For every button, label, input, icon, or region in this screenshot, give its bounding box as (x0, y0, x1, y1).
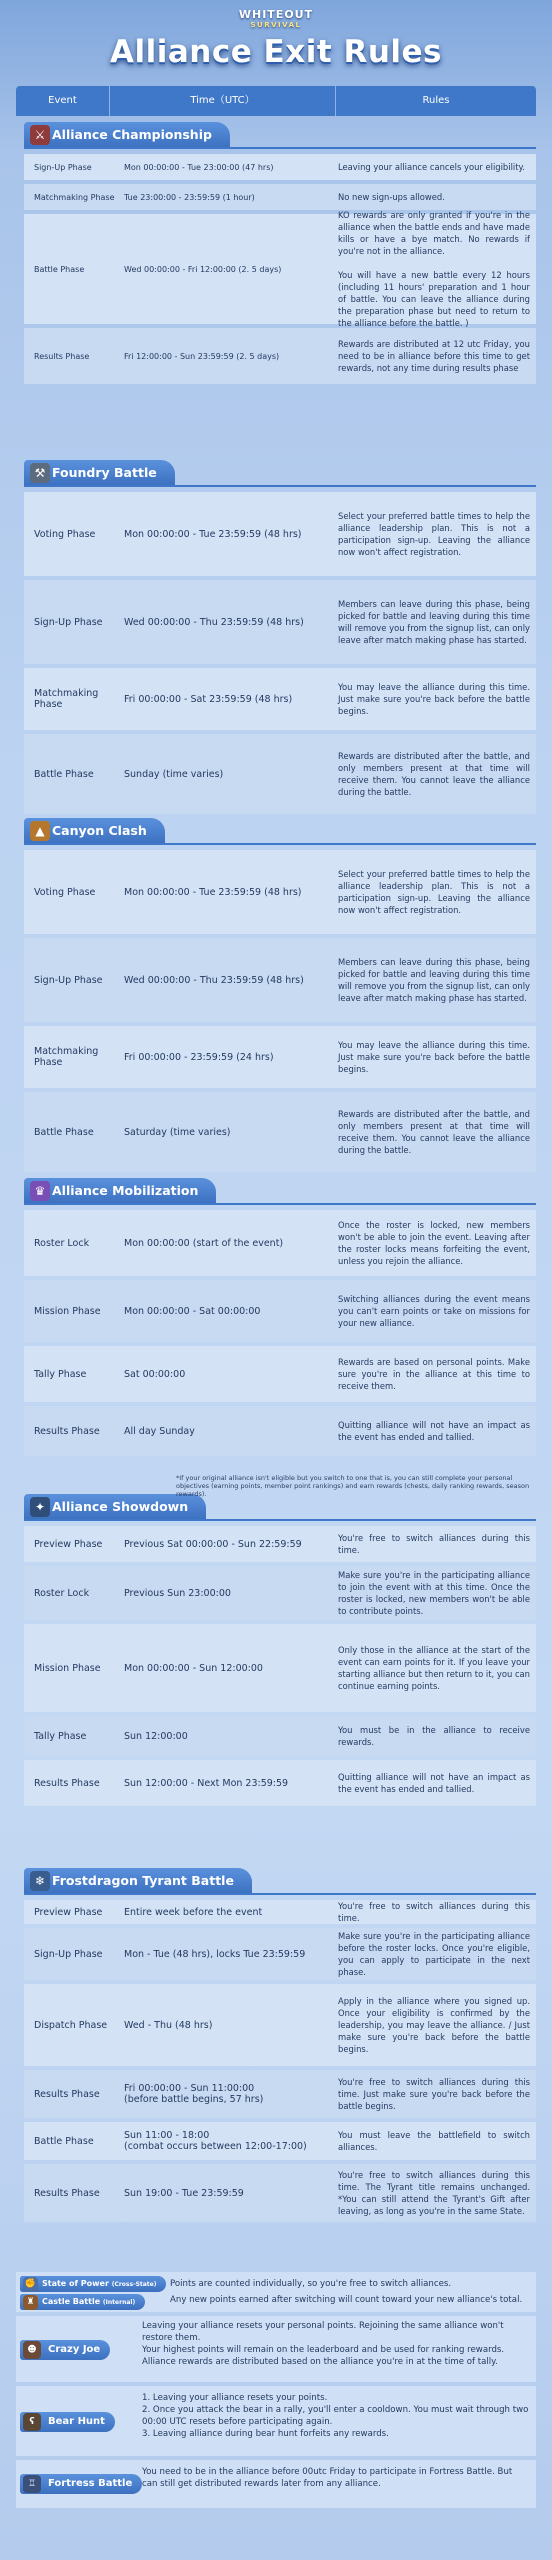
table-row (24, 492, 536, 576)
rules-cell: You're free to switch alliances during this time. (338, 1901, 530, 1923)
event-cell: Results Phase (34, 1777, 100, 1789)
rules-cell: Quitting alliance will not have an impact as the event has ended and tallied. (338, 1420, 530, 1442)
event-cell: Sign-Up Phase (34, 1948, 103, 1960)
rules-cell: KO rewards are only granted if you're in the alliance when the battle ends and have made kills or have a bye match. No rewards if you're not in the alliance. You will have a new battle every 12 hours (including 11 hours' preparation and 1 hour of battle. You can leave the alliance during the preparation phase but need to return to the alliance before the battle. ) (338, 210, 531, 328)
time-cell: Sun 11:00 - 18:00 (combat occurs between 12:00-17:00) (124, 2130, 307, 2152)
rules-cell: Only those in the alliance at the start of the event can earn points for it. If you leave your starting alliance but then return to it, you can continue earning points. (338, 1645, 530, 1691)
header-event: Event (16, 86, 110, 116)
table-row (24, 328, 536, 384)
eagle-icon: ✦ (30, 1497, 50, 1517)
section-header (16, 122, 536, 150)
rules-cell: Once the roster is locked, new members won't be able to join the event. Leaving after the roster locks means forfeiting the event, unless you rejoin the alliance. (338, 1220, 530, 1266)
section-title: ▲ Canyon Clash (24, 818, 165, 844)
fortress-battle-block (16, 2460, 536, 2508)
sop-text-2: Any new points earned after switching will count toward your new alliance's total. (170, 2295, 523, 2305)
rules-cell: You may leave the alliance during this time. Just make sure you're back before the battle begins. (338, 682, 530, 716)
event-cell: Battle Phase (34, 2135, 94, 2147)
event-cell: Sign-Up Phase (34, 974, 103, 986)
anvil-icon: ⚒ (30, 463, 50, 483)
table-row (24, 1026, 536, 1088)
bear-hunt-item: 2. Once you attack the bear in a rally, you'll enter a cooldown. You must wait through two 00:00 UTC resets before participating again. (142, 2405, 529, 2427)
fortress-text: You need to be in the alliance before 00utc Friday to participate in Fortress Battle. But can still get distributed rewards later from any alliance. (142, 2467, 513, 2489)
rules-cell: Rewards are distributed at 12 utc Friday, you need to be in alliance before this time to get rewards, not any time during results phase (338, 339, 530, 373)
bear-hunt-item: 3. Leaving alliance during bear hunt forfeits any rewards. (142, 2429, 389, 2439)
time-cell: Sunday (time varies) (124, 768, 224, 780)
table-row (24, 1716, 536, 1756)
time-cell: Fri 00:00:00 - 23:59:59 (24 hrs) (124, 1051, 274, 1063)
table-row (24, 850, 536, 934)
rules-cell: You must be in the alliance to receive rewards. (338, 1725, 530, 1747)
rules-cell: Members can leave during this phase, being picked for battle and leaving during this time will remove you from the signup list, can only leave after match making phase has started. (338, 599, 530, 645)
bear-hunt-item: 1. Leaving your alliance resets your points. (142, 2393, 328, 2403)
section-frostdragon-tyrant-battle (16, 1868, 536, 2222)
section-header (16, 1178, 536, 1206)
time-cell: Mon 00:00:00 - Tue 23:59:59 (48 hrs) (124, 528, 302, 540)
time-cell: Mon - Tue (48 hrs), locks Tue 23:59:59 (124, 1948, 306, 1960)
section-alliance-championship (16, 122, 536, 384)
table-row (24, 734, 536, 814)
section-title: ♛ Alliance Mobilization (24, 1178, 216, 1204)
event-cell: Roster Lock (34, 1237, 90, 1249)
table-row (24, 580, 536, 664)
event-cell: Matchmaking Phase (34, 688, 99, 710)
rules-cell: Make sure you're in the participating alliance to join the event with at this time. Once the roster is locked, new members won't be able to contribute points. (338, 1570, 530, 1616)
event-cell: Results Phase (34, 2187, 100, 2199)
event-cell: Tally Phase (34, 1730, 87, 1742)
rules-cell: You may leave the alliance during this time. Just make sure you're back before the battle begins. (338, 1040, 530, 1074)
time-cell: All day Sunday (124, 1425, 195, 1437)
section-title: ✦ Alliance Showdown (24, 1494, 206, 1520)
time-cell: Saturday (time varies) (124, 1126, 231, 1138)
event-cell: Matchmaking Phase (34, 192, 115, 202)
rules-cell: Leaving your alliance cancels your eligibility. (338, 162, 525, 172)
event-cell: Sign-Up Phase (34, 162, 92, 172)
event-cell: Voting Phase (34, 886, 96, 898)
section-title: ⚒ Foundry Battle (24, 460, 175, 486)
rules-cell: You're free to switch alliances during this time. The Tyrant title remains unchanged. *You can still attend the Tyrant's Gift after leaving, as long as you're in the same State. (338, 2170, 530, 2216)
event-cell: Mission Phase (34, 1662, 101, 1674)
table-row (24, 1566, 536, 1620)
event-cell: Preview Phase (34, 1538, 103, 1550)
rules-cell: Switching alliances during the event means you can't earn points or take on missions for your new alliance. (338, 1294, 530, 1328)
event-cell: Mission Phase (34, 1305, 101, 1317)
table-row (24, 2164, 536, 2222)
crazy-joe-pill: ☻ Crazy Joe (20, 2340, 110, 2360)
time-cell: Wed - Thu (48 hrs) (124, 2019, 213, 2031)
game-logo: WHITEOUT SURVIVAL (238, 8, 314, 29)
page-title: Alliance Exit Rules (109, 34, 442, 70)
table-row (24, 1760, 536, 1806)
time-cell: Wed 00:00:00 - Fri 12:00:00 (2. 5 days) (124, 264, 282, 274)
joe-icon: ☻ (23, 2341, 41, 2359)
time-cell: Entire week before the event (124, 1906, 263, 1918)
crossed-swords-icon: ⚔ (30, 125, 50, 145)
event-cell: Roster Lock (34, 1587, 90, 1599)
table-row (24, 1984, 536, 2066)
event-cell: Results Phase (34, 1425, 100, 1437)
header-rules: Rules (422, 95, 450, 106)
section-alliance-mobilization (16, 1178, 536, 1456)
section-title: ❄ Frostdragon Tyrant Battle (24, 1868, 252, 1894)
table-row (24, 1346, 536, 1402)
rules-cell: You're free to switch alliances during this time. Just make sure you're back before the battle begins. (338, 2077, 530, 2111)
section-header (16, 1494, 536, 1522)
event-cell: Battle Phase (34, 768, 94, 780)
section-foundry-battle (16, 460, 536, 814)
state-of-power-pill: ✊ State of Power (Cross-State) (20, 2276, 166, 2292)
event-cell: Results Phase (34, 2088, 100, 2100)
event-cell: Voting Phase (34, 528, 96, 540)
time-cell: Fri 00:00:00 - Sat 23:59:59 (48 hrs) (124, 693, 293, 705)
rules-cell: Members can leave during this phase, being picked for battle and leaving during this time will remove you from the signup list, can only leave after match making phase has started. (338, 957, 530, 1003)
castle-battle-pill: ♜ Castle Battle (Internal) (20, 2294, 145, 2310)
crazy-joe-text: Leaving your alliance resets your personal points. Rejoining the same alliance won't restore them. Your highest points will remain on the leaderboard and be used for ranking rewards. Alliance rewards are distributed based on the alliance you're in at the time of tally. (142, 2321, 505, 2367)
event-cell: Tally Phase (34, 1368, 87, 1380)
canyon-icon: ▲ (30, 821, 50, 841)
section-alliance-showdown (16, 1474, 536, 1806)
bear-hunt-list (142, 2392, 530, 2440)
table-row (24, 1900, 536, 1924)
section-header (16, 1868, 536, 1896)
time-cell: Wed 00:00:00 - Thu 23:59:59 (48 hrs) (124, 974, 304, 986)
event-cell: Dispatch Phase (34, 2019, 108, 2031)
bear-icon: ʕ (23, 2413, 41, 2431)
time-cell: Mon 00:00:00 - Sat 00:00:00 (124, 1305, 261, 1317)
event-cell: Matchmaking Phase (34, 1046, 99, 1068)
time-cell: Wed 00:00:00 - Thu 23:59:59 (48 hrs) (124, 616, 304, 628)
rules-cell: Select your preferred battle times to help the alliance leadership plan. This is not a participation sign-up. Leaving the alliance now won't affect registration. (338, 869, 530, 915)
event-cell: Sign-Up Phase (34, 616, 103, 628)
time-cell: Previous Sat 00:00:00 - Sun 22:59:59 (124, 1538, 302, 1550)
dragon-icon: ❄ (30, 1871, 50, 1891)
time-cell: Fri 12:00:00 - Sun 23:59:59 (2. 5 days) (124, 351, 280, 361)
rules-cell: Make sure you're in the participating alliance before the roster locks. Once you're eligible, you can apply to participate in the next phase. (338, 1931, 530, 1977)
crazy-joe-block (16, 2316, 536, 2382)
time-cell: Mon 00:00:00 - Tue 23:00:00 (47 hrs) (124, 162, 274, 172)
table-row (24, 1928, 536, 1980)
event-cell: Battle Phase (34, 264, 85, 274)
fist-icon: ✊ (23, 2277, 38, 2292)
table-row (24, 154, 536, 180)
rules-cell: Quitting alliance will not have an impact as the event has ended and tallied. (338, 1772, 530, 1794)
section-footnote: *If your original alliance isn't eligible but you switch to one that is, you can still complete your personal objectives (earning points, member point rankings) and earn rewards (chests, daily ranking rewards, season rewards). (176, 1474, 530, 1498)
table-row (24, 1526, 536, 1562)
time-cell: Mon 00:00:00 (start of the event) (124, 1237, 284, 1249)
section-canyon-clash (16, 818, 536, 1172)
rules-cell: Rewards are distributed after the battle, and only members present at that time will receive them. You cannot leave the alliance during the battle. (338, 751, 530, 797)
table-row (24, 2122, 536, 2160)
header-time: Time（UTC） (110, 86, 336, 116)
event-cell: Results Phase (34, 351, 90, 361)
bear-hunt-pill: ʕ Bear Hunt (20, 2412, 115, 2432)
rules-cell: Apply in the alliance where you signed up. Once your eligibility is confirmed by the leadership, you may leave the alliance. / Just make sure you're back before the battle begins. (338, 1996, 530, 2054)
event-cell: Preview Phase (34, 1906, 103, 1918)
rules-cell: No new sign-ups allowed. (338, 192, 445, 202)
section-header (16, 460, 536, 488)
section-header (16, 818, 536, 846)
table-row (24, 210, 536, 328)
table-row (24, 938, 536, 1022)
time-cell: Tue 23:00:00 - 23:59:59 (1 hour) (124, 192, 255, 202)
table-header (16, 86, 536, 116)
table-row (24, 1406, 536, 1456)
table-row (24, 1092, 536, 1172)
castle-icon: ♜ (23, 2295, 38, 2310)
table-row (24, 1210, 536, 1276)
hero-banner (0, 0, 552, 82)
table-row (24, 1280, 536, 1342)
sop-castle-block (16, 2272, 536, 2312)
rules-cell: Rewards are based on personal points. Make sure you're in the alliance at this time to receive them. (338, 1357, 530, 1391)
event-cell: Battle Phase (34, 1126, 94, 1138)
rules-cell: Select your preferred battle times to help the alliance leadership plan. This is not a participation sign-up. Leaving the alliance now won't affect registration. (338, 511, 530, 557)
fortress-battle-pill: ♖ Fortress Battle (20, 2474, 142, 2494)
time-cell: Sun 19:00 - Tue 23:59:59 (124, 2187, 244, 2199)
trophy-icon: ♛ (30, 1181, 50, 1201)
fortress-icon: ♖ (23, 2475, 41, 2493)
time-cell: Sun 12:00:00 (124, 1730, 188, 1742)
bear-hunt-block (16, 2386, 536, 2456)
time-cell: Mon 00:00:00 - Sun 12:00:00 (124, 1662, 263, 1674)
rules-cell: You're free to switch alliances during this time. (338, 1533, 530, 1555)
rules-cell: You must leave the battlefield to switch alliances. (338, 2130, 530, 2152)
section-title: ⚔ Alliance Championship (24, 122, 230, 148)
time-cell: Fri 00:00:00 - Sun 11:00:00 (before battle begins, 57 hrs) (124, 2083, 264, 2105)
sop-text-1: Points are counted individually, so you're free to switch alliances. (170, 2279, 452, 2289)
table-row (24, 2070, 536, 2118)
time-cell: Mon 00:00:00 - Tue 23:59:59 (48 hrs) (124, 886, 302, 898)
time-cell: Sat 00:00:00 (124, 1368, 186, 1380)
table-row (24, 668, 536, 730)
time-cell: Previous Sun 23:00:00 (124, 1587, 231, 1599)
rules-cell: Rewards are distributed after the battle, and only members present at that time will receive them. You cannot leave the alliance during the battle. (338, 1109, 530, 1155)
table-row (24, 1624, 536, 1712)
time-cell: Sun 12:00:00 - Next Mon 23:59:59 (124, 1777, 289, 1789)
